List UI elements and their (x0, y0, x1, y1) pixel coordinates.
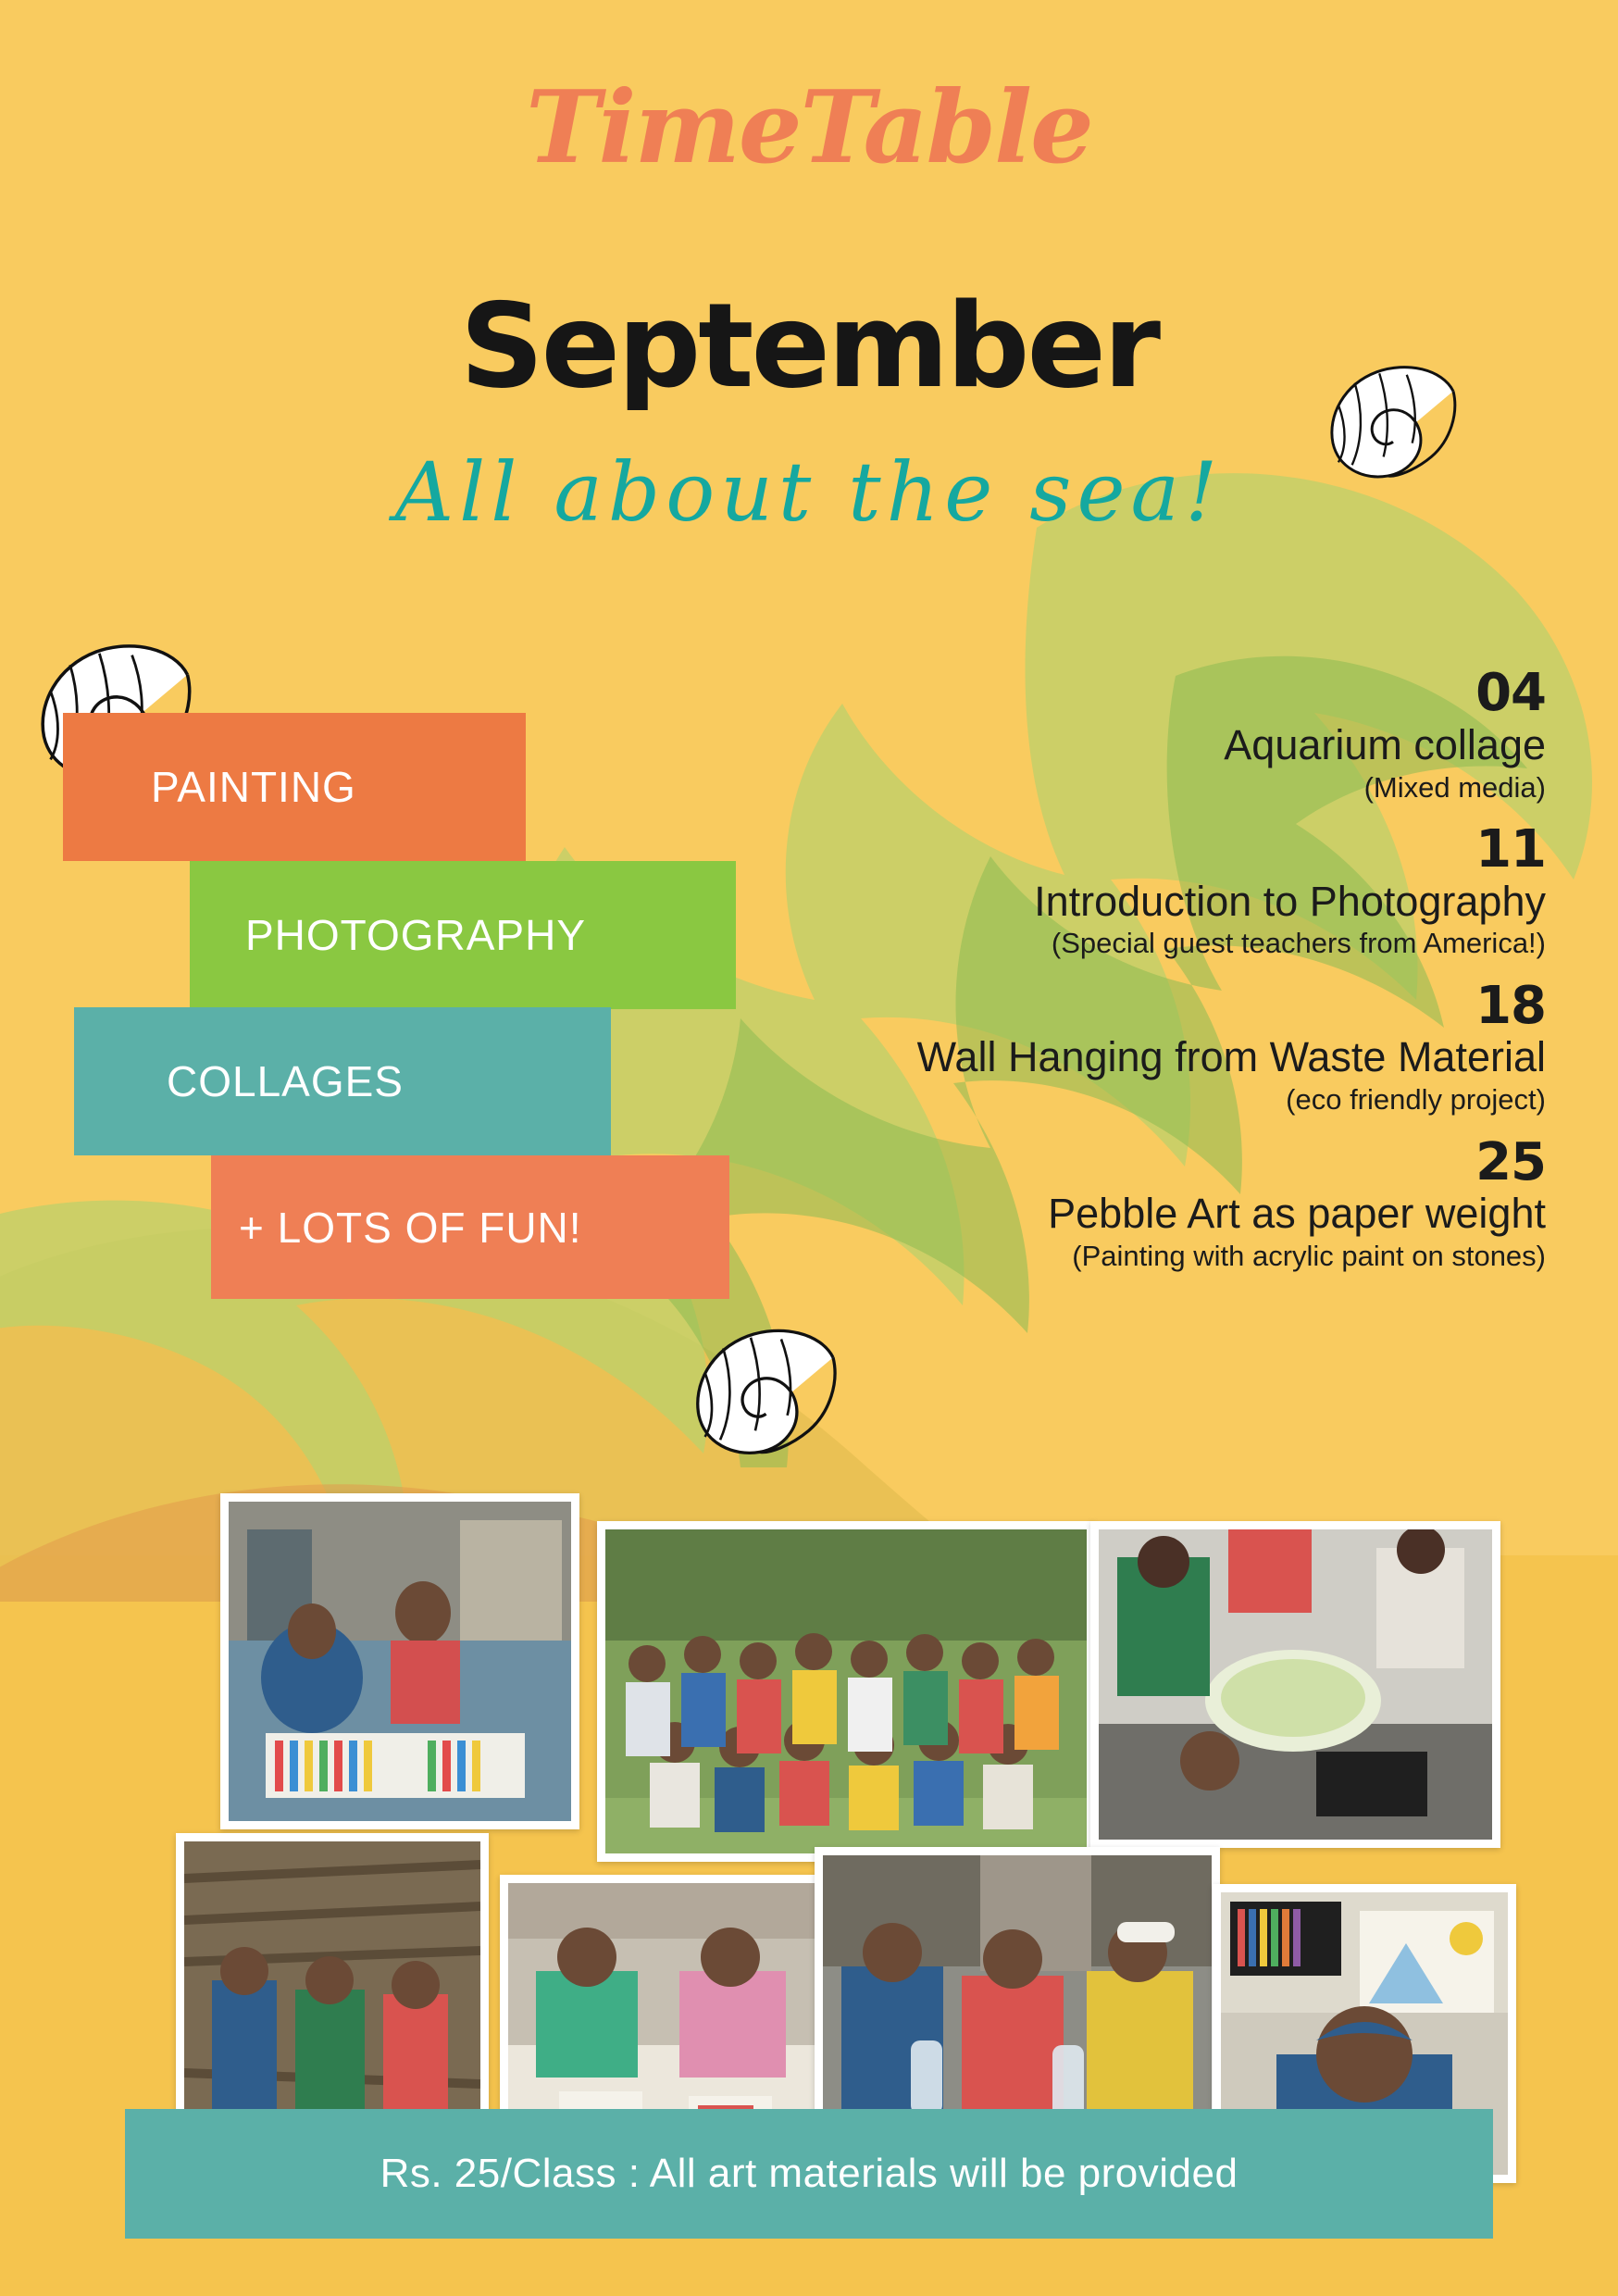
schedule-item-day: 18 (1475, 975, 1546, 1036)
schedule-item-day: 25 (1475, 1131, 1546, 1192)
shell-icon-top-right (1324, 361, 1462, 481)
schedule-item-title: Aquarium collage (1224, 720, 1546, 768)
page-title-month: September (459, 278, 1159, 414)
category-tag-fun (211, 1155, 729, 1299)
category-tag-painting-label: PAINTING (151, 763, 356, 811)
photo-group-portrait-outdoors (597, 1521, 1095, 1862)
schedule-item (787, 1131, 1546, 1276)
schedule-item (787, 663, 1546, 806)
category-tag-photography-label: PHOTOGRAPHY (245, 911, 586, 959)
schedule-item-note: (Mixed media) (1363, 770, 1546, 804)
category-tag-photography (190, 861, 736, 1009)
schedule-item-day: 11 (1475, 818, 1546, 880)
schedule-item (787, 818, 1546, 963)
shell-icon-middle (690, 1324, 842, 1458)
schedule-item-title: Wall Hanging from Waste Material (916, 1033, 1546, 1081)
schedule-item-note: (eco friendly project) (1286, 1083, 1546, 1117)
footer-price-text: Rs. 25/Class : All art materials will be provided (380, 2151, 1238, 2196)
category-tag-fun-label: + LOTS OF FUN! (239, 1203, 582, 1252)
schedule-item-note: (Special guest teachers from America!) (1051, 927, 1546, 960)
schedule-item-title: Introduction to Photography (1034, 877, 1546, 925)
category-tag-collages-label: COLLAGES (167, 1057, 404, 1105)
photo-collage (0, 1477, 1618, 2162)
footer-price-bar (125, 2109, 1493, 2239)
page-title-script: TimeTable (526, 69, 1092, 186)
schedule-item-day: 04 (1475, 663, 1546, 723)
photo-children-painting-stripes (220, 1493, 579, 1829)
schedule-item-note: (Painting with acrylic paint on stones) (1072, 1240, 1546, 1273)
page-subtitle: All about the sea! (394, 444, 1224, 540)
photo-children-mixing-paint-bowl (1090, 1521, 1500, 1848)
photo-children-in-woodpile (176, 1833, 489, 2128)
category-tag-painting (63, 713, 526, 861)
schedule-list (787, 663, 1546, 1292)
category-tag-collages (74, 1007, 611, 1155)
schedule-item (787, 975, 1546, 1119)
schedule-item-title: Pebble Art as paper weight (1048, 1190, 1546, 1238)
